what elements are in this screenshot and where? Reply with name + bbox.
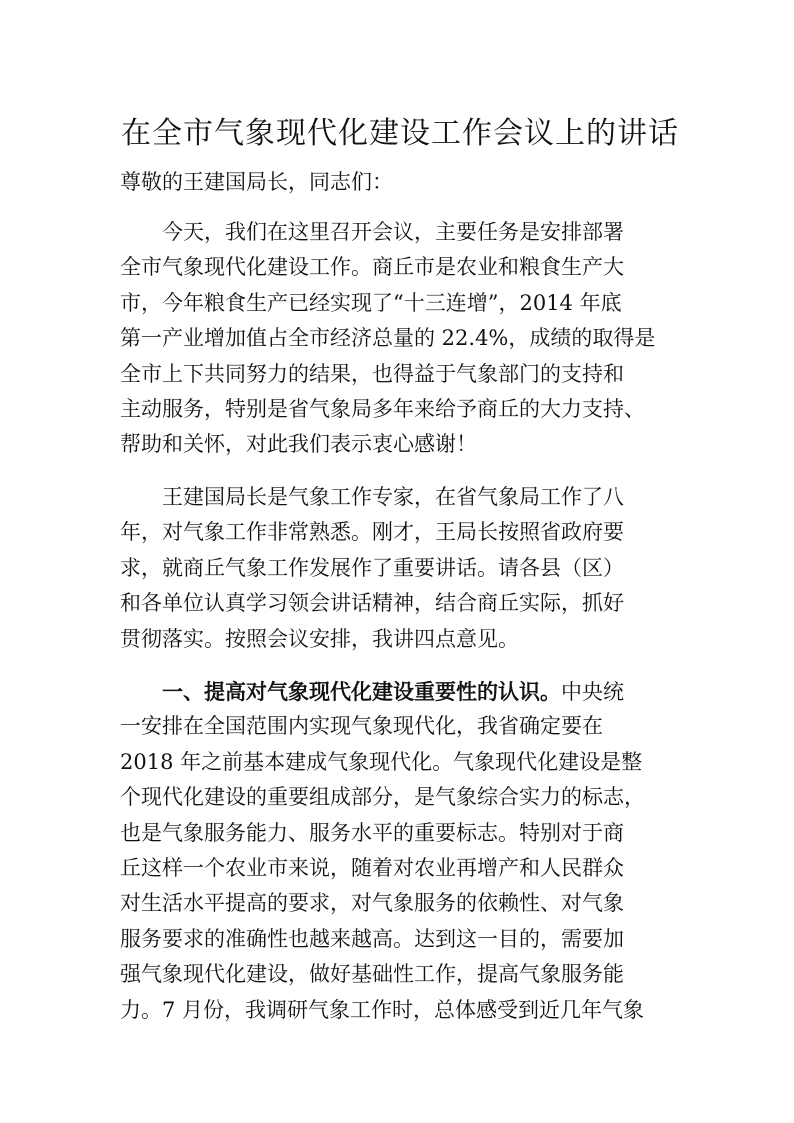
paragraph-opening xyxy=(120,215,680,463)
text-line xyxy=(120,674,680,709)
text-line: 年，对气象工作非常熟悉。刚才，王局长按照省政府要 xyxy=(120,520,624,545)
text-line: 王建国局长是气象工作专家，在省气象局工作了八 xyxy=(162,485,624,509)
text-line: 强气象现代化建设，做好基础性工作，提高气象服务能 xyxy=(120,962,624,987)
section-heading: 一、提高对气象现代化建设重要性的认识。 xyxy=(162,679,561,704)
text-line: 今天，我们在这里召开会议，主要任务是安排部署 xyxy=(162,220,624,244)
text-line: 帮助和关怀，对此我们表示衷心感谢！ xyxy=(120,432,477,457)
text-line: 第一产业增加值占全市经济总量的 22.4%，成绩的取得是 xyxy=(120,326,656,351)
text-line: 全市气象现代化建设工作。商丘市是农业和粮食生产大 xyxy=(120,255,624,280)
text-span: 中央统 xyxy=(561,680,624,704)
text-line: 主动服务，特别是省气象局多年来给予商丘的大力支持、 xyxy=(120,396,645,421)
text-line: 求，就商丘气象工作发展作了重要讲话。请各县（区） xyxy=(120,555,624,580)
text-line: 力。7 月份，我调研气象工作时，总体感受到近几年气象 xyxy=(120,997,645,1022)
text-line: 贯彻落实。按照会议安排，我讲四点意见。 xyxy=(120,626,519,651)
text-line: 一安排在全国范围内实现气象现代化，我省确定要在 xyxy=(120,714,603,739)
text-line: 对生活水平提高的要求，对气象服务的依赖性、对气象 xyxy=(120,891,624,916)
text-line: 市，今年粮食生产已经实现了“十三连增”，2014 年底 xyxy=(120,290,622,315)
paragraph-introduction xyxy=(120,480,680,657)
document-title: 在全市气象现代化建设工作会议上的讲话 xyxy=(121,116,679,151)
paragraph-point-one xyxy=(120,674,680,1028)
text-line: 和各单位认真学习领会讲话精神，结合商丘实际，抓好 xyxy=(120,591,624,616)
greeting-line: 尊敬的王建国局长，同志们： xyxy=(120,170,393,194)
text-line: 个现代化建设的重要组成部分，是气象综合实力的标志， xyxy=(120,785,645,810)
text-line: 丘这样一个农业市来说，随着对农业再增产和人民群众 xyxy=(120,855,624,880)
text-line: 服务要求的准确性也越来越高。达到这一目的，需要加 xyxy=(120,926,624,951)
text-line: 2018 年之前基本建成气象现代化。气象现代化建设是整 xyxy=(120,749,643,774)
text-line: 全市上下共同努力的结果，也得益于气象部门的支持和 xyxy=(120,361,624,386)
text-line: 也是气象服务能力、服务水平的重要标志。特别对于商 xyxy=(120,820,624,845)
